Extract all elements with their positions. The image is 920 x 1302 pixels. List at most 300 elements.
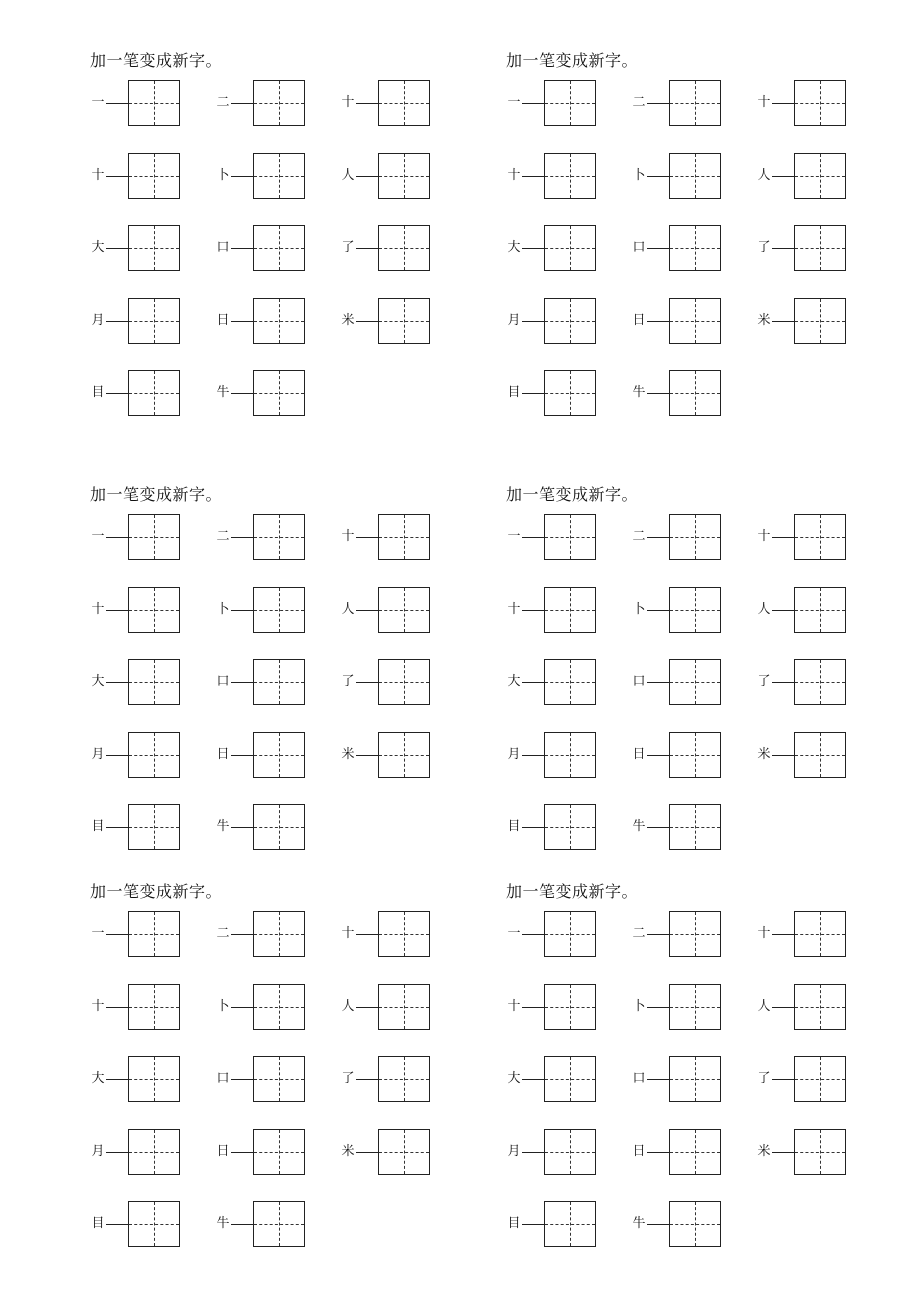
grid-horizontal-guide xyxy=(254,1007,304,1008)
connector-line xyxy=(522,934,544,935)
connector-line xyxy=(522,103,544,104)
base-character: 十 xyxy=(757,926,771,941)
writing-grid-box[interactable] xyxy=(544,1129,596,1175)
grid-horizontal-guide xyxy=(795,1152,845,1153)
exercise-item xyxy=(90,984,200,1032)
writing-grid-box[interactable] xyxy=(253,984,305,1030)
writing-grid-box[interactable] xyxy=(378,225,430,271)
writing-grid-box[interactable] xyxy=(378,732,430,778)
base-character: 二 xyxy=(216,95,230,110)
writing-grid-box[interactable] xyxy=(794,659,846,705)
connector-line xyxy=(231,934,253,935)
writing-grid-box[interactable] xyxy=(253,659,305,705)
base-character: 二 xyxy=(632,926,646,941)
writing-grid-box[interactable] xyxy=(253,80,305,126)
exercise-item xyxy=(215,1201,325,1249)
exercise-item xyxy=(90,1201,200,1249)
grid-horizontal-guide xyxy=(129,1079,179,1080)
connector-line xyxy=(106,537,128,538)
worksheet-section xyxy=(506,883,886,1263)
grid-horizontal-guide xyxy=(670,393,720,394)
exercise-item xyxy=(756,1129,866,1177)
base-character: 二 xyxy=(632,95,646,110)
base-character: 一 xyxy=(507,95,521,110)
grid-horizontal-guide xyxy=(379,103,429,104)
base-character: 目 xyxy=(91,385,105,400)
writing-grid-box[interactable] xyxy=(378,1129,430,1175)
writing-grid-box[interactable] xyxy=(253,370,305,416)
writing-grid-box[interactable] xyxy=(794,153,846,199)
grid-horizontal-guide xyxy=(670,103,720,104)
writing-grid-box[interactable] xyxy=(669,659,721,705)
exercise-item xyxy=(756,514,866,562)
connector-line xyxy=(106,321,128,322)
writing-grid-box[interactable] xyxy=(794,1056,846,1102)
connector-line xyxy=(522,321,544,322)
grid-horizontal-guide xyxy=(795,682,845,683)
exercise-item xyxy=(90,153,200,201)
base-character: 卜 xyxy=(216,601,230,617)
grid-horizontal-guide xyxy=(379,248,429,249)
writing-grid-box[interactable] xyxy=(128,911,180,957)
exercise-item xyxy=(215,370,325,418)
connector-line xyxy=(106,1007,128,1008)
base-character: 牛 xyxy=(216,385,230,400)
base-character: 目 xyxy=(507,819,521,834)
exercise-item xyxy=(506,225,616,273)
base-character: 日 xyxy=(216,312,230,328)
connector-line xyxy=(231,176,253,177)
connector-line xyxy=(231,1079,253,1080)
base-character: 米 xyxy=(341,312,355,328)
base-character: 月 xyxy=(91,1143,105,1159)
grid-horizontal-guide xyxy=(670,1224,720,1225)
grid-horizontal-guide xyxy=(254,610,304,611)
writing-grid-box[interactable] xyxy=(669,1129,721,1175)
base-character: 人 xyxy=(757,998,771,1014)
writing-grid-box[interactable] xyxy=(253,514,305,560)
base-character: 一 xyxy=(507,926,521,941)
writing-grid-box[interactable] xyxy=(794,298,846,344)
connector-line xyxy=(647,103,669,104)
connector-line xyxy=(772,934,794,935)
connector-line xyxy=(522,1152,544,1153)
exercise-item xyxy=(340,80,450,128)
grid-horizontal-guide xyxy=(545,1224,595,1225)
writing-grid-box[interactable] xyxy=(253,1129,305,1175)
writing-grid-box[interactable] xyxy=(253,587,305,633)
exercise-item xyxy=(90,370,200,418)
grid-horizontal-guide xyxy=(670,537,720,538)
grid-horizontal-guide xyxy=(795,537,845,538)
writing-grid-box[interactable] xyxy=(669,153,721,199)
connector-line xyxy=(647,755,669,756)
exercise-item xyxy=(90,1129,200,1177)
base-character: 十 xyxy=(341,529,355,544)
grid-horizontal-guide xyxy=(795,1079,845,1080)
grid-horizontal-guide xyxy=(379,934,429,935)
writing-grid-box[interactable] xyxy=(794,732,846,778)
worksheet-section xyxy=(506,52,886,432)
grid-horizontal-guide xyxy=(670,1152,720,1153)
grid-horizontal-guide xyxy=(795,755,845,756)
writing-grid-box[interactable] xyxy=(669,732,721,778)
writing-grid-box[interactable] xyxy=(669,984,721,1030)
exercise-item xyxy=(215,153,325,201)
writing-grid-box[interactable] xyxy=(544,514,596,560)
grid-horizontal-guide xyxy=(545,248,595,249)
base-character: 十 xyxy=(91,601,105,617)
connector-line xyxy=(647,393,669,394)
base-character: 卜 xyxy=(216,998,230,1014)
exercise-item xyxy=(90,298,200,346)
connector-line xyxy=(647,827,669,828)
writing-grid-box[interactable] xyxy=(253,911,305,957)
exercise-item xyxy=(756,911,866,959)
writing-grid-box[interactable] xyxy=(253,1056,305,1102)
base-character: 十 xyxy=(757,95,771,110)
base-character: 卜 xyxy=(216,167,230,183)
connector-line xyxy=(106,393,128,394)
exercise-item xyxy=(90,225,200,273)
writing-grid-box[interactable] xyxy=(378,153,430,199)
connector-line xyxy=(522,755,544,756)
worksheet-instruction: 加一笔变成新字。 xyxy=(90,485,223,504)
writing-grid-box[interactable] xyxy=(378,514,430,560)
connector-line xyxy=(231,1224,253,1225)
connector-line xyxy=(231,248,253,249)
writing-grid-box[interactable] xyxy=(669,1056,721,1102)
connector-line xyxy=(772,682,794,683)
base-character: 人 xyxy=(757,601,771,617)
worksheet-section xyxy=(506,486,886,866)
writing-grid-box[interactable] xyxy=(544,225,596,271)
exercise-item xyxy=(340,984,450,1032)
base-character: 十 xyxy=(507,601,521,617)
base-character: 口 xyxy=(216,240,230,255)
writing-grid-box[interactable] xyxy=(669,370,721,416)
grid-horizontal-guide xyxy=(670,934,720,935)
writing-grid-box[interactable] xyxy=(669,298,721,344)
writing-grid-box[interactable] xyxy=(378,911,430,957)
writing-grid-box[interactable] xyxy=(253,225,305,271)
base-character: 口 xyxy=(216,674,230,689)
connector-line xyxy=(772,1007,794,1008)
connector-line xyxy=(522,682,544,683)
writing-grid-box[interactable] xyxy=(544,298,596,344)
connector-line xyxy=(647,1079,669,1080)
writing-grid-box[interactable] xyxy=(128,153,180,199)
grid-horizontal-guide xyxy=(670,827,720,828)
base-character: 一 xyxy=(507,529,521,544)
writing-grid-box[interactable] xyxy=(669,587,721,633)
exercise-item xyxy=(215,1056,325,1104)
connector-line xyxy=(772,1152,794,1153)
base-character: 日 xyxy=(632,1143,646,1159)
writing-grid-box[interactable] xyxy=(669,911,721,957)
grid-horizontal-guide xyxy=(129,610,179,611)
base-character: 了 xyxy=(341,240,355,255)
connector-line xyxy=(106,610,128,611)
exercise-item xyxy=(215,225,325,273)
connector-line xyxy=(647,1224,669,1225)
base-character: 二 xyxy=(216,529,230,544)
grid-horizontal-guide xyxy=(129,1224,179,1225)
writing-grid-box[interactable] xyxy=(128,298,180,344)
writing-grid-box[interactable] xyxy=(544,804,596,850)
writing-grid-box[interactable] xyxy=(378,984,430,1030)
writing-grid-box[interactable] xyxy=(378,659,430,705)
base-character: 二 xyxy=(632,529,646,544)
exercise-item xyxy=(506,984,616,1032)
connector-line xyxy=(522,1007,544,1008)
connector-line xyxy=(356,248,378,249)
writing-grid-box[interactable] xyxy=(544,984,596,1030)
writing-grid-box[interactable] xyxy=(544,587,596,633)
writing-grid-box[interactable] xyxy=(378,1056,430,1102)
exercise-item xyxy=(340,514,450,562)
writing-grid-box[interactable] xyxy=(128,587,180,633)
writing-grid-box[interactable] xyxy=(669,225,721,271)
connector-line xyxy=(772,610,794,611)
base-character: 十 xyxy=(507,167,521,183)
connector-line xyxy=(106,827,128,828)
connector-line xyxy=(772,321,794,322)
worksheet-instruction: 加一笔变成新字。 xyxy=(90,51,223,70)
exercise-item xyxy=(756,587,866,635)
connector-line xyxy=(106,755,128,756)
base-character: 日 xyxy=(632,746,646,762)
exercise-item xyxy=(506,514,616,562)
writing-grid-box[interactable] xyxy=(128,984,180,1030)
worksheet-instruction: 加一笔变成新字。 xyxy=(506,882,639,901)
base-character: 口 xyxy=(632,240,646,255)
grid-horizontal-guide xyxy=(129,934,179,935)
grid-horizontal-guide xyxy=(379,1079,429,1080)
worksheet-section xyxy=(90,52,470,432)
exercise-item xyxy=(215,732,325,780)
writing-grid-box[interactable] xyxy=(669,514,721,560)
base-character: 月 xyxy=(91,746,105,762)
writing-grid-box[interactable] xyxy=(128,732,180,778)
connector-line xyxy=(106,682,128,683)
base-character: 口 xyxy=(216,1071,230,1086)
exercise-item xyxy=(631,732,741,780)
base-character: 了 xyxy=(757,1071,771,1086)
grid-horizontal-guide xyxy=(129,755,179,756)
grid-horizontal-guide xyxy=(129,176,179,177)
exercise-item xyxy=(340,153,450,201)
grid-horizontal-guide xyxy=(129,393,179,394)
base-character: 月 xyxy=(507,746,521,762)
grid-horizontal-guide xyxy=(670,610,720,611)
writing-grid-box[interactable] xyxy=(669,80,721,126)
grid-horizontal-guide xyxy=(670,1079,720,1080)
base-character: 卜 xyxy=(632,167,646,183)
connector-line xyxy=(106,1224,128,1225)
grid-horizontal-guide xyxy=(545,755,595,756)
exercise-item xyxy=(215,80,325,128)
grid-horizontal-guide xyxy=(545,934,595,935)
writing-grid-box[interactable] xyxy=(544,153,596,199)
writing-grid-box[interactable] xyxy=(544,370,596,416)
grid-horizontal-guide xyxy=(129,103,179,104)
writing-grid-box[interactable] xyxy=(794,587,846,633)
connector-line xyxy=(647,176,669,177)
base-character: 月 xyxy=(507,312,521,328)
base-character: 米 xyxy=(757,746,771,762)
base-character: 人 xyxy=(757,167,771,183)
writing-grid-box[interactable] xyxy=(544,80,596,126)
worksheet-instruction: 加一笔变成新字。 xyxy=(506,485,639,504)
worksheet-instruction: 加一笔变成新字。 xyxy=(90,882,223,901)
connector-line xyxy=(231,393,253,394)
grid-horizontal-guide xyxy=(254,321,304,322)
writing-grid-box[interactable] xyxy=(128,1201,180,1247)
writing-grid-box[interactable] xyxy=(794,984,846,1030)
base-character: 人 xyxy=(341,167,355,183)
base-character: 二 xyxy=(216,926,230,941)
writing-grid-box[interactable] xyxy=(794,80,846,126)
writing-grid-box[interactable] xyxy=(253,1201,305,1247)
writing-grid-box[interactable] xyxy=(794,225,846,271)
base-character: 卜 xyxy=(632,601,646,617)
exercise-item xyxy=(756,298,866,346)
writing-grid-box[interactable] xyxy=(544,1056,596,1102)
base-character: 卜 xyxy=(632,998,646,1014)
grid-horizontal-guide xyxy=(670,682,720,683)
exercise-item xyxy=(90,659,200,707)
grid-horizontal-guide xyxy=(795,103,845,104)
writing-grid-box[interactable] xyxy=(669,804,721,850)
writing-grid-box[interactable] xyxy=(544,732,596,778)
exercise-item xyxy=(90,1056,200,1104)
connector-line xyxy=(647,248,669,249)
writing-grid-box[interactable] xyxy=(128,80,180,126)
writing-grid-box[interactable] xyxy=(128,1056,180,1102)
base-character: 了 xyxy=(341,1071,355,1086)
base-character: 了 xyxy=(757,240,771,255)
grid-horizontal-guide xyxy=(129,827,179,828)
exercise-item xyxy=(631,911,741,959)
writing-grid-box[interactable] xyxy=(128,804,180,850)
exercise-item xyxy=(756,732,866,780)
grid-horizontal-guide xyxy=(379,321,429,322)
exercise-item xyxy=(756,984,866,1032)
worksheet-section xyxy=(90,486,470,866)
exercise-item xyxy=(506,587,616,635)
base-character: 日 xyxy=(632,312,646,328)
exercise-item xyxy=(90,587,200,635)
grid-horizontal-guide xyxy=(254,1224,304,1225)
connector-line xyxy=(772,755,794,756)
worksheet-instruction: 加一笔变成新字。 xyxy=(506,51,639,70)
writing-grid-box[interactable] xyxy=(794,1129,846,1175)
base-character: 目 xyxy=(91,819,105,834)
base-character: 一 xyxy=(91,926,105,941)
grid-horizontal-guide xyxy=(545,610,595,611)
base-character: 目 xyxy=(91,1216,105,1231)
connector-line xyxy=(647,610,669,611)
connector-line xyxy=(522,248,544,249)
exercise-item xyxy=(340,1056,450,1104)
writing-grid-box[interactable] xyxy=(253,732,305,778)
exercise-item xyxy=(506,298,616,346)
exercise-item xyxy=(631,587,741,635)
writing-grid-box[interactable] xyxy=(253,298,305,344)
base-character: 日 xyxy=(216,1143,230,1159)
exercise-item xyxy=(340,587,450,635)
base-character: 十 xyxy=(757,529,771,544)
exercise-item xyxy=(340,1129,450,1177)
connector-line xyxy=(647,682,669,683)
base-character: 牛 xyxy=(632,819,646,834)
exercise-item xyxy=(631,153,741,201)
connector-line xyxy=(356,755,378,756)
writing-grid-box[interactable] xyxy=(378,80,430,126)
grid-horizontal-guide xyxy=(379,610,429,611)
connector-line xyxy=(647,1007,669,1008)
connector-line xyxy=(356,1152,378,1153)
exercise-item xyxy=(340,225,450,273)
exercise-item xyxy=(90,514,200,562)
grid-horizontal-guide xyxy=(670,248,720,249)
grid-horizontal-guide xyxy=(379,682,429,683)
base-character: 大 xyxy=(91,674,105,689)
base-character: 十 xyxy=(341,926,355,941)
writing-grid-box[interactable] xyxy=(378,298,430,344)
exercise-item xyxy=(631,1056,741,1104)
writing-grid-box[interactable] xyxy=(253,153,305,199)
writing-grid-box[interactable] xyxy=(794,514,846,560)
connector-line xyxy=(231,1152,253,1153)
writing-grid-box[interactable] xyxy=(128,514,180,560)
connector-line xyxy=(231,610,253,611)
grid-horizontal-guide xyxy=(254,248,304,249)
exercise-item xyxy=(90,911,200,959)
worksheet-section xyxy=(90,883,470,1263)
base-character: 十 xyxy=(91,998,105,1014)
grid-horizontal-guide xyxy=(254,827,304,828)
connector-line xyxy=(356,934,378,935)
exercise-item xyxy=(506,153,616,201)
writing-grid-box[interactable] xyxy=(378,587,430,633)
grid-horizontal-guide xyxy=(379,537,429,538)
connector-line xyxy=(356,176,378,177)
grid-horizontal-guide xyxy=(129,1152,179,1153)
base-character: 目 xyxy=(507,385,521,400)
grid-horizontal-guide xyxy=(254,1079,304,1080)
writing-grid-box[interactable] xyxy=(128,659,180,705)
grid-horizontal-guide xyxy=(129,248,179,249)
connector-line xyxy=(106,248,128,249)
exercise-item xyxy=(631,80,741,128)
base-character: 人 xyxy=(341,998,355,1014)
exercise-item xyxy=(631,1201,741,1249)
writing-grid-box[interactable] xyxy=(128,1129,180,1175)
writing-grid-box[interactable] xyxy=(544,911,596,957)
writing-grid-box[interactable] xyxy=(544,659,596,705)
writing-grid-box[interactable] xyxy=(794,911,846,957)
writing-grid-box[interactable] xyxy=(669,1201,721,1247)
writing-grid-box[interactable] xyxy=(128,370,180,416)
writing-grid-box[interactable] xyxy=(128,225,180,271)
base-character: 大 xyxy=(91,1071,105,1086)
connector-line xyxy=(522,537,544,538)
connector-line xyxy=(356,1007,378,1008)
writing-grid-box[interactable] xyxy=(253,804,305,850)
writing-grid-box[interactable] xyxy=(544,1201,596,1247)
